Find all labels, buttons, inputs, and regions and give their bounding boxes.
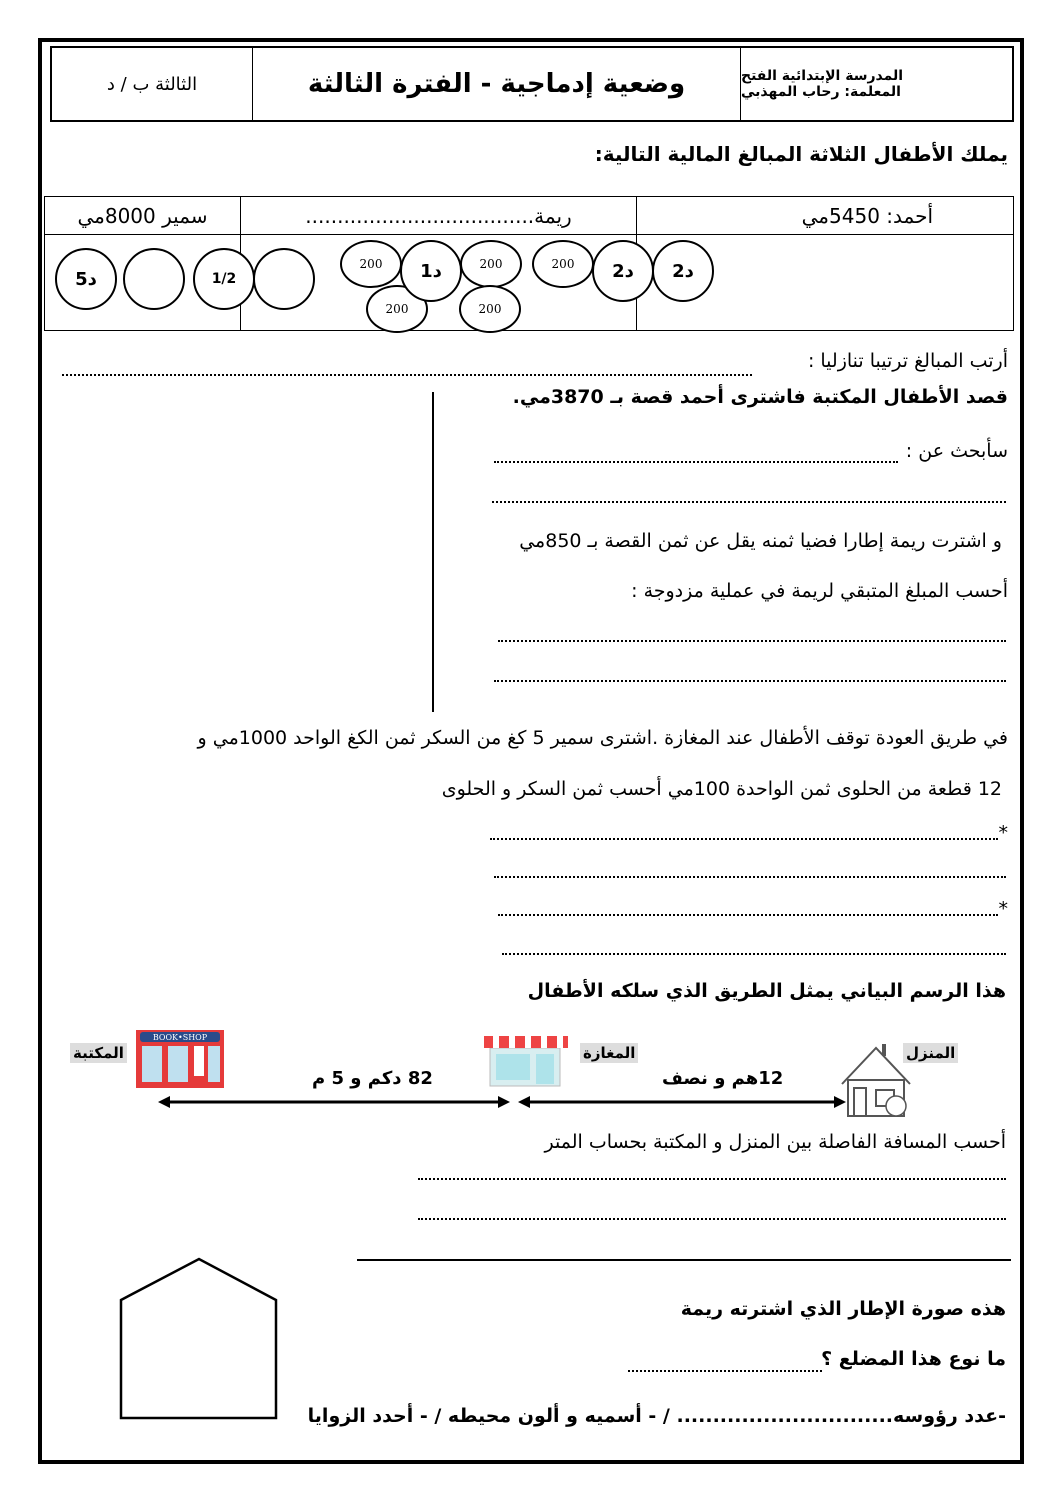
- question-remaining: أحسب المبلغ المتبقي لريمة في عملية مزدوجة :: [631, 580, 1008, 602]
- samir-header: سمير 8000مي: [45, 197, 241, 235]
- answer-line[interactable]: [62, 374, 752, 376]
- coin-200: 200: [366, 285, 428, 333]
- bookshop-sign: BOOK•SHOP: [152, 1033, 208, 1042]
- star-mark: *: [998, 898, 1008, 920]
- question-distance: أحسب المسافة الفاصلة بين المنزل و المكتبة بحساب المتر: [544, 1131, 1006, 1153]
- answer-line[interactable]: [498, 640, 1006, 642]
- question-frame-image: هذه صورة الإطار الذي اشترته ريمة: [680, 1298, 1006, 1320]
- page-title: وضعية إدماجية - الفترة الثالثة: [252, 48, 740, 120]
- answer-line[interactable]: [628, 1370, 822, 1372]
- answer-line[interactable]: [498, 914, 998, 916]
- coin-2-dinar: 2د: [652, 240, 714, 302]
- diagram-intro: هذا الرسم البياني يمثل الطريق الذي سلكه الأطفال: [527, 980, 1006, 1002]
- coin-half-dinar: 1/2: [193, 248, 255, 310]
- label-library: المكتبة: [70, 1043, 127, 1063]
- coin-200: 200: [460, 240, 522, 288]
- label-shop: المغازة: [580, 1043, 638, 1063]
- ahmed-header: أحمد: 5450مي: [637, 197, 1014, 235]
- distance-arrows: [150, 1092, 850, 1112]
- question-vertices: -عدد رؤوسه.............................. / - أسميه و ألون محيطه / - أحدد الزوايا: [307, 1405, 1006, 1427]
- question-shop-2: 12 قطعة من الحلوى ثمن الواحدة 100مي أحسب ثمن السكر و الحلوى: [441, 778, 1002, 800]
- answer-line[interactable]: [492, 501, 1006, 503]
- answer-line[interactable]: [418, 1178, 1006, 1180]
- answer-line[interactable]: [494, 680, 1006, 682]
- distance-shop-library: 82 دكم و 5 م: [312, 1068, 433, 1089]
- distance-home-shop: 12هم و نصف: [662, 1068, 784, 1089]
- label-home: المنزل: [903, 1043, 958, 1063]
- answer-line[interactable]: [494, 461, 898, 463]
- star-mark: *: [998, 822, 1008, 844]
- school-info: [740, 48, 1012, 120]
- coin-5-dinar: 5د: [55, 248, 117, 310]
- teacher-name: المعلمة: رحاب المهذبي: [741, 84, 901, 100]
- coin-2-dinar: 2د: [592, 240, 654, 302]
- question-order: أرتب المبالغ ترتيبا تنازليا :: [807, 350, 1008, 372]
- question-shop-1: في طريق العودة توقف الأطفال عند المغازة .اشترى سمير 5 كغ من السكر ثمن الكغ الواحد 1000مي و: [197, 727, 1008, 749]
- coin-200: 200: [340, 240, 402, 288]
- pentagon-frame-shape: [118, 1256, 280, 1422]
- question-frame: و اشترت ريمة إطارا فضيا ثمنه يقل عن ثمن القصة بـ 850مي: [519, 530, 1002, 552]
- coin-blank: [123, 248, 185, 310]
- coin-200: 200: [532, 240, 594, 288]
- search-label: سأبحث عن :: [905, 440, 1008, 462]
- question-polygon-type: ما نوع هذا المضلع ؟: [821, 1348, 1006, 1370]
- horizontal-divider: [357, 1259, 1011, 1261]
- coin-200: 200: [459, 285, 521, 333]
- money-table: [44, 196, 1014, 331]
- intro-text: يملك الأطفال الثلاثة المبالغ المالية التالية:: [594, 142, 1008, 166]
- vertical-divider: [432, 392, 434, 712]
- class-label: الثالثة ب / د: [106, 73, 198, 95]
- answer-line[interactable]: [502, 953, 1006, 955]
- coin-blank: [253, 248, 315, 310]
- coin-1-dinar: 1د: [400, 240, 462, 302]
- answer-line[interactable]: [418, 1218, 1006, 1220]
- school-name: المدرسة الإبتدائية الفتح: [741, 68, 904, 84]
- rima-header: ريمة....................................: [241, 197, 637, 235]
- header-box: [50, 46, 1014, 122]
- bookshop-icon: [134, 1028, 226, 1090]
- answer-line[interactable]: [494, 876, 1006, 878]
- shop-icon: [484, 1032, 568, 1088]
- answer-line[interactable]: [490, 838, 998, 840]
- question-story: قصد الأطفال المكتبة فاشترى أحمد قصة بـ 3870مي.: [512, 386, 1008, 408]
